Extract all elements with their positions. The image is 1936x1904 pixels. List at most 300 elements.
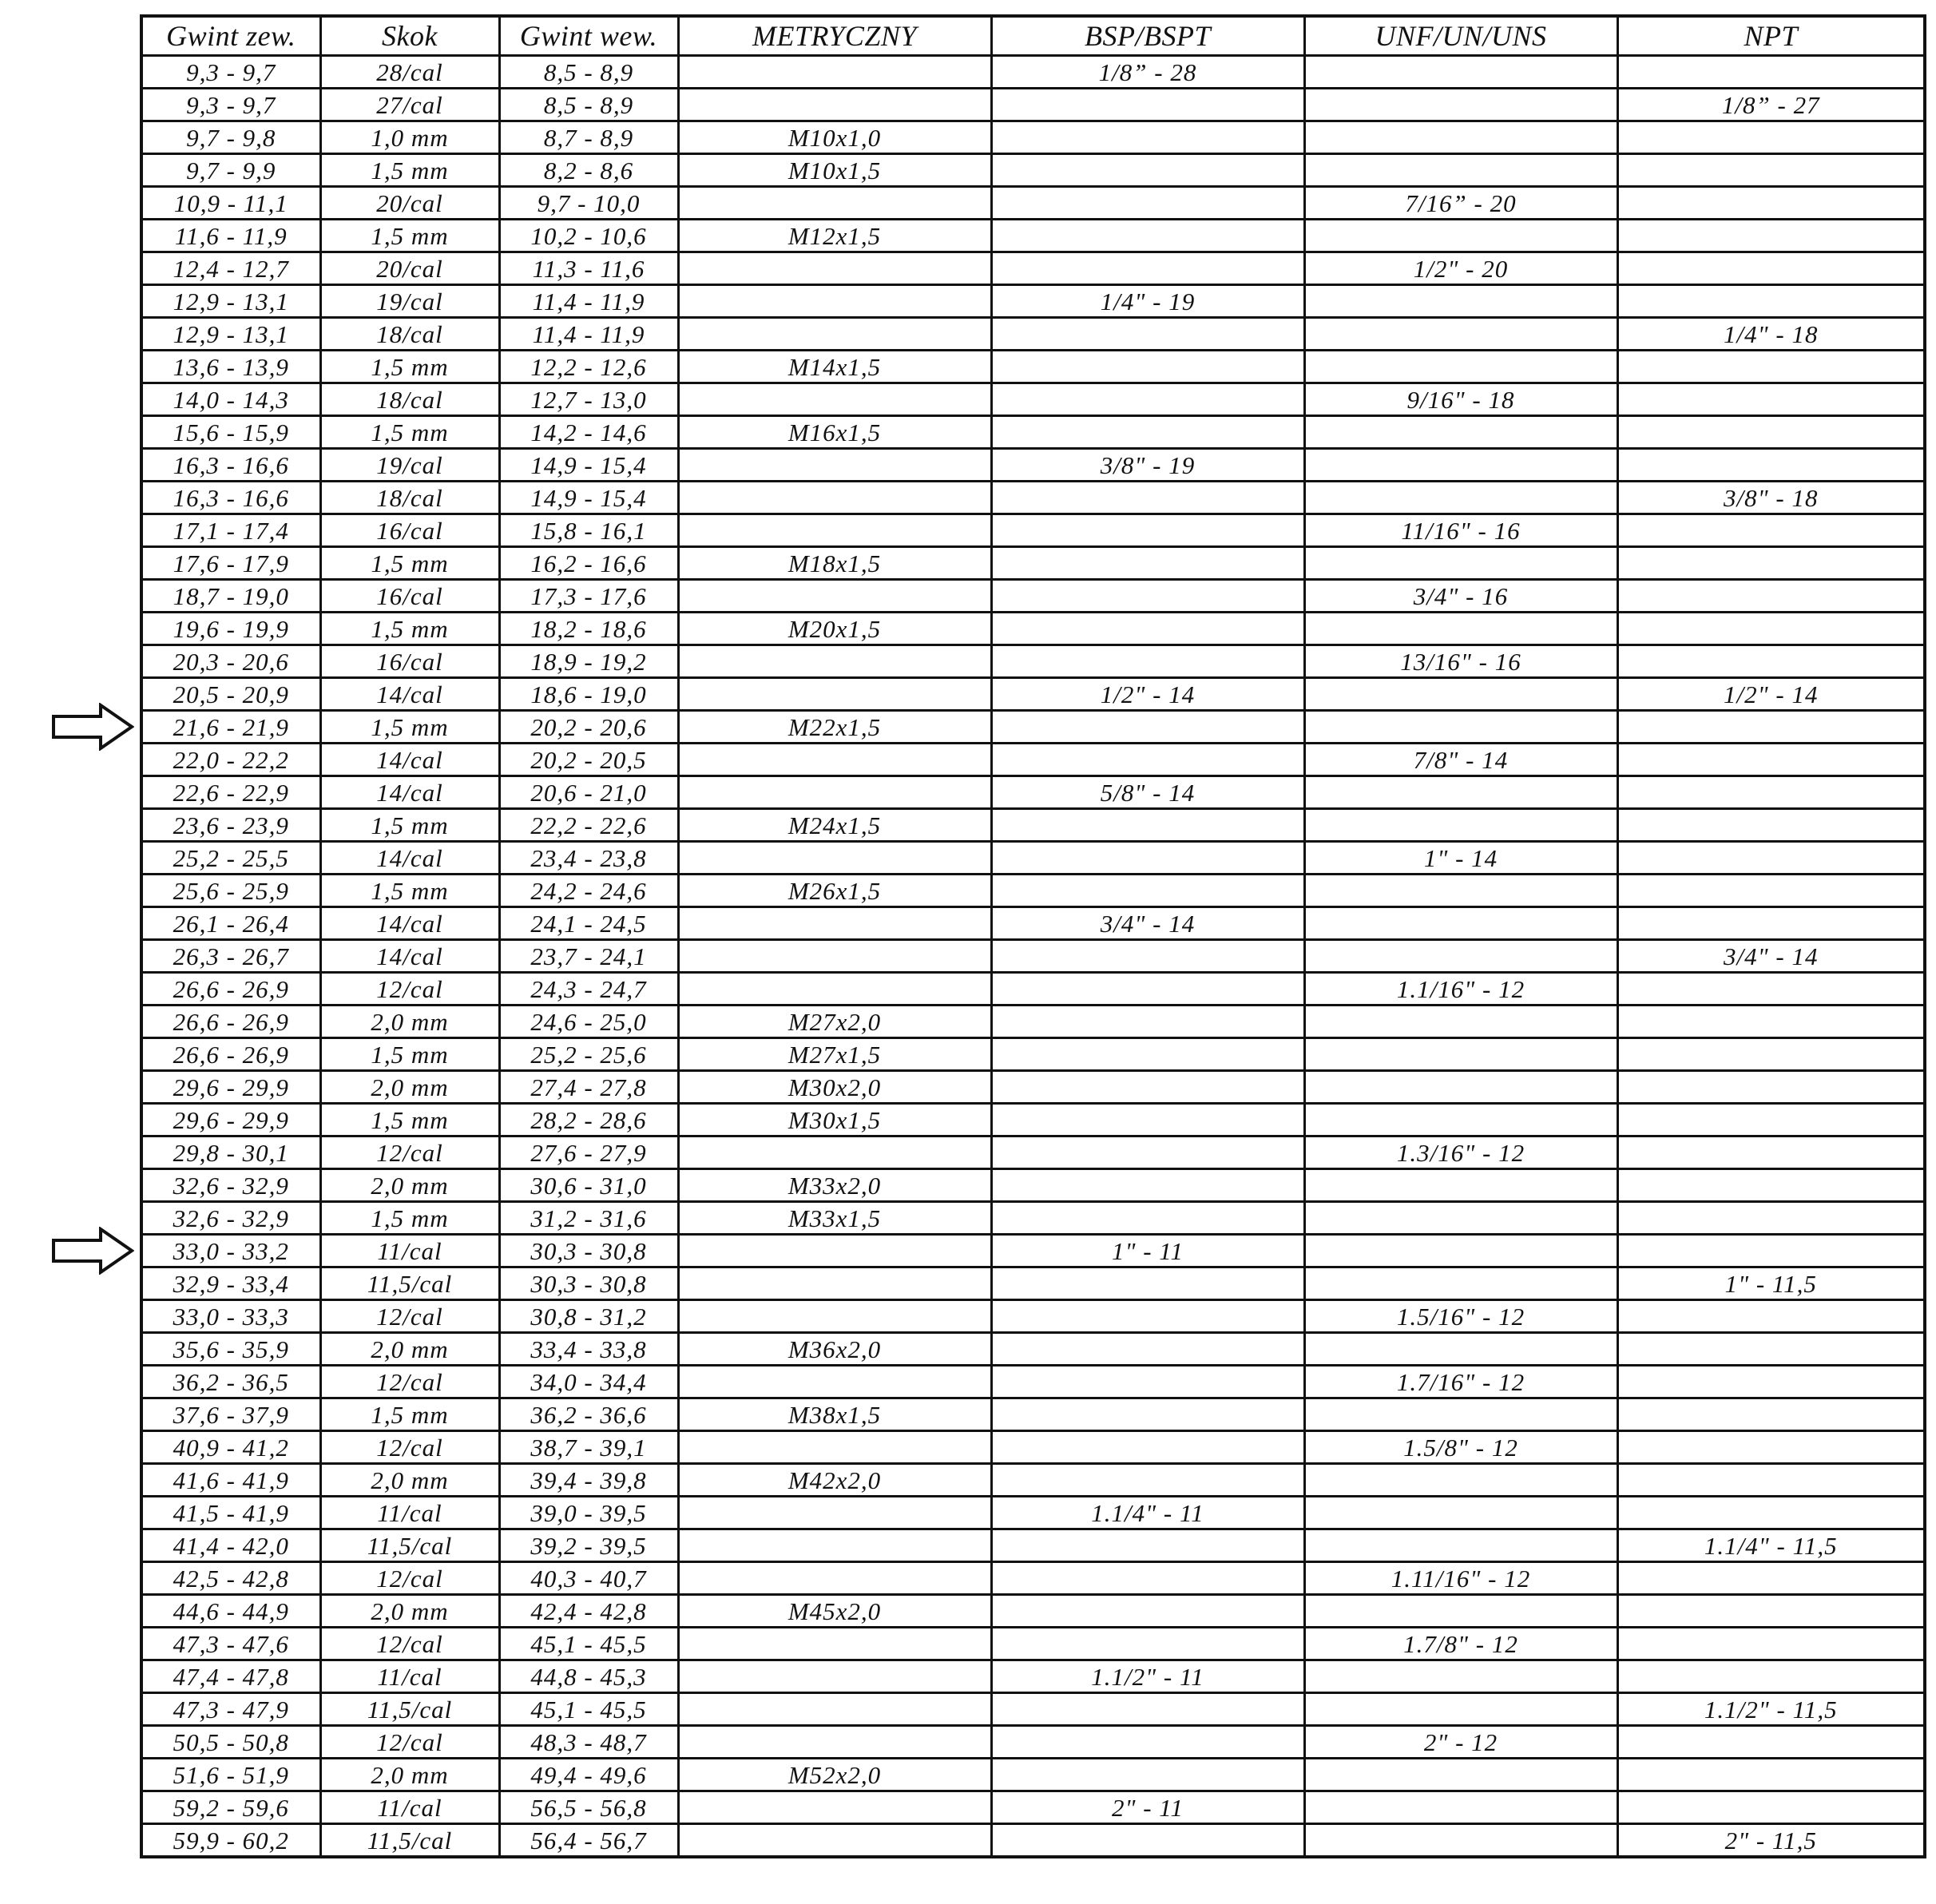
cell-internal-thread: 24,2 - 24,6 xyxy=(499,875,678,907)
cell-pitch: 11,5/cal xyxy=(320,1693,499,1726)
cell-bsp-bspt: 1.1/4" - 11 xyxy=(991,1497,1304,1529)
cell-unf-un-uns xyxy=(1304,89,1617,121)
table-row xyxy=(141,1398,1925,1431)
cell-npt xyxy=(1617,1235,1925,1267)
cell-unf-un-uns xyxy=(1304,875,1617,907)
table-row xyxy=(141,1169,1925,1202)
cell-pitch: 16/cal xyxy=(320,645,499,678)
cell-internal-thread: 11,3 - 11,6 xyxy=(499,252,678,285)
table-row xyxy=(141,252,1925,285)
cell-external-thread: 51,6 - 51,9 xyxy=(141,1759,320,1791)
cell-pitch: 18/cal xyxy=(320,482,499,514)
cell-bsp-bspt xyxy=(991,973,1304,1006)
cell-unf-un-uns: 13/16" - 16 xyxy=(1304,645,1617,678)
cell-npt xyxy=(1617,547,1925,580)
cell-metric: M33x2,0 xyxy=(678,1169,991,1202)
cell-external-thread: 10,9 - 11,1 xyxy=(141,187,320,220)
cell-metric xyxy=(678,1431,991,1464)
cell-npt xyxy=(1617,875,1925,907)
cell-npt xyxy=(1617,645,1925,678)
cell-internal-thread: 15,8 - 16,1 xyxy=(499,514,678,547)
cell-external-thread: 17,1 - 17,4 xyxy=(141,514,320,547)
cell-external-thread: 9,7 - 9,9 xyxy=(141,154,320,187)
cell-pitch: 19/cal xyxy=(320,285,499,318)
cell-npt: 1/8” - 27 xyxy=(1617,89,1925,121)
cell-external-thread: 18,7 - 19,0 xyxy=(141,580,320,613)
table-row xyxy=(141,973,1925,1006)
cell-bsp-bspt xyxy=(991,1759,1304,1791)
cell-pitch: 1,5 mm xyxy=(320,154,499,187)
cell-bsp-bspt xyxy=(991,252,1304,285)
cell-internal-thread: 14,9 - 15,4 xyxy=(499,482,678,514)
cell-npt xyxy=(1617,1398,1925,1431)
cell-metric: M10x1,0 xyxy=(678,121,991,154)
table-row xyxy=(141,1628,1925,1660)
cell-bsp-bspt xyxy=(991,1202,1304,1235)
table-row xyxy=(141,809,1925,842)
cell-pitch: 12/cal xyxy=(320,1300,499,1333)
cell-internal-thread: 24,6 - 25,0 xyxy=(499,1006,678,1038)
cell-external-thread: 16,3 - 16,6 xyxy=(141,449,320,482)
cell-pitch: 1,5 mm xyxy=(320,1038,499,1071)
cell-external-thread: 33,0 - 33,2 xyxy=(141,1235,320,1267)
cell-unf-un-uns xyxy=(1304,1759,1617,1791)
cell-external-thread: 29,6 - 29,9 xyxy=(141,1071,320,1104)
table-row xyxy=(141,1366,1925,1398)
cell-internal-thread: 16,2 - 16,6 xyxy=(499,547,678,580)
cell-external-thread: 12,9 - 13,1 xyxy=(141,318,320,351)
cell-internal-thread: 42,4 - 42,8 xyxy=(499,1595,678,1628)
cell-internal-thread: 11,4 - 11,9 xyxy=(499,318,678,351)
cell-unf-un-uns xyxy=(1304,1267,1617,1300)
cell-unf-un-uns: 7/16” - 20 xyxy=(1304,187,1617,220)
column-header-metric: METRYCZNY xyxy=(678,16,991,56)
cell-pitch: 20/cal xyxy=(320,187,499,220)
cell-metric xyxy=(678,252,991,285)
cell-pitch: 20/cal xyxy=(320,252,499,285)
table-row xyxy=(141,1235,1925,1267)
cell-unf-un-uns xyxy=(1304,1006,1617,1038)
cell-internal-thread: 8,5 - 8,9 xyxy=(499,89,678,121)
cell-npt: 3/4" - 14 xyxy=(1617,940,1925,973)
cell-unf-un-uns xyxy=(1304,1660,1617,1693)
cell-npt xyxy=(1617,1660,1925,1693)
cell-bsp-bspt xyxy=(991,1104,1304,1136)
cell-npt xyxy=(1617,1464,1925,1497)
cell-metric xyxy=(678,1300,991,1333)
cell-unf-un-uns: 1.5/16" - 12 xyxy=(1304,1300,1617,1333)
cell-npt xyxy=(1617,1202,1925,1235)
cell-npt xyxy=(1617,842,1925,875)
table-row xyxy=(141,318,1925,351)
table-row xyxy=(141,1006,1925,1038)
cell-metric xyxy=(678,1726,991,1759)
cell-external-thread: 47,3 - 47,9 xyxy=(141,1693,320,1726)
cell-external-thread: 29,8 - 30,1 xyxy=(141,1136,320,1169)
cell-npt: 2" - 11,5 xyxy=(1617,1824,1925,1858)
table-row xyxy=(141,514,1925,547)
cell-unf-un-uns xyxy=(1304,1595,1617,1628)
cell-internal-thread: 30,6 - 31,0 xyxy=(499,1169,678,1202)
cell-npt xyxy=(1617,187,1925,220)
cell-external-thread: 15,6 - 15,9 xyxy=(141,416,320,449)
table-row xyxy=(141,1071,1925,1104)
cell-metric: M36x2,0 xyxy=(678,1333,991,1366)
cell-external-thread: 44,6 - 44,9 xyxy=(141,1595,320,1628)
cell-pitch: 16/cal xyxy=(320,580,499,613)
cell-external-thread: 26,6 - 26,9 xyxy=(141,1006,320,1038)
cell-metric xyxy=(678,1824,991,1858)
cell-internal-thread: 8,7 - 8,9 xyxy=(499,121,678,154)
table-row xyxy=(141,547,1925,580)
cell-pitch: 1,5 mm xyxy=(320,875,499,907)
cell-internal-thread: 18,2 - 18,6 xyxy=(499,613,678,645)
cell-bsp-bspt xyxy=(991,351,1304,383)
cell-pitch: 2,0 mm xyxy=(320,1169,499,1202)
cell-external-thread: 25,6 - 25,9 xyxy=(141,875,320,907)
cell-metric xyxy=(678,383,991,416)
cell-metric xyxy=(678,1628,991,1660)
cell-bsp-bspt xyxy=(991,744,1304,776)
cell-internal-thread: 22,2 - 22,6 xyxy=(499,809,678,842)
cell-external-thread: 41,6 - 41,9 xyxy=(141,1464,320,1497)
cell-npt xyxy=(1617,514,1925,547)
cell-npt xyxy=(1617,1333,1925,1366)
cell-pitch: 12/cal xyxy=(320,1431,499,1464)
cell-bsp-bspt xyxy=(991,1071,1304,1104)
cell-internal-thread: 20,6 - 21,0 xyxy=(499,776,678,809)
table-row xyxy=(141,416,1925,449)
cell-npt xyxy=(1617,252,1925,285)
cell-internal-thread: 24,3 - 24,7 xyxy=(499,973,678,1006)
cell-external-thread: 47,4 - 47,8 xyxy=(141,1660,320,1693)
right-arrow-icon xyxy=(51,703,134,751)
cell-npt xyxy=(1617,1562,1925,1595)
cell-unf-un-uns xyxy=(1304,678,1617,711)
cell-internal-thread: 38,7 - 39,1 xyxy=(499,1431,678,1464)
cell-pitch: 11,5/cal xyxy=(320,1529,499,1562)
column-header-bsp-bspt: BSP/BSPT xyxy=(991,16,1304,56)
cell-internal-thread: 39,2 - 39,5 xyxy=(499,1529,678,1562)
cell-metric xyxy=(678,1267,991,1300)
cell-external-thread: 40,9 - 41,2 xyxy=(141,1431,320,1464)
cell-unf-un-uns xyxy=(1304,351,1617,383)
cell-unf-un-uns: 1.1/16" - 12 xyxy=(1304,973,1617,1006)
column-header-unf-un-uns: UNF/UN/UNS xyxy=(1304,16,1617,56)
cell-npt: 1.1/4" - 11,5 xyxy=(1617,1529,1925,1562)
cell-pitch: 14/cal xyxy=(320,907,499,940)
cell-bsp-bspt: 1.1/2" - 11 xyxy=(991,1660,1304,1693)
cell-internal-thread: 40,3 - 40,7 xyxy=(499,1562,678,1595)
cell-internal-thread: 56,4 - 56,7 xyxy=(499,1824,678,1858)
cell-pitch: 1,5 mm xyxy=(320,220,499,252)
cell-bsp-bspt xyxy=(991,187,1304,220)
table-row xyxy=(141,645,1925,678)
cell-pitch: 11/cal xyxy=(320,1235,499,1267)
cell-external-thread: 21,6 - 21,9 xyxy=(141,711,320,744)
cell-pitch: 1,5 mm xyxy=(320,809,499,842)
table-row xyxy=(141,220,1925,252)
cell-npt: 3/8" - 18 xyxy=(1617,482,1925,514)
cell-bsp-bspt xyxy=(991,1136,1304,1169)
cell-unf-un-uns: 1.7/16" - 12 xyxy=(1304,1366,1617,1398)
cell-unf-un-uns xyxy=(1304,416,1617,449)
cell-external-thread: 25,2 - 25,5 xyxy=(141,842,320,875)
cell-npt xyxy=(1617,285,1925,318)
cell-unf-un-uns: 1.11/16" - 12 xyxy=(1304,1562,1617,1595)
cell-npt xyxy=(1617,1366,1925,1398)
table-row xyxy=(141,678,1925,711)
table-row xyxy=(141,580,1925,613)
cell-npt xyxy=(1617,613,1925,645)
cell-npt xyxy=(1617,1431,1925,1464)
table-row xyxy=(141,1824,1925,1858)
cell-pitch: 2,0 mm xyxy=(320,1759,499,1791)
cell-bsp-bspt: 2" - 11 xyxy=(991,1791,1304,1824)
cell-external-thread: 13,6 - 13,9 xyxy=(141,351,320,383)
cell-internal-thread: 30,8 - 31,2 xyxy=(499,1300,678,1333)
cell-npt xyxy=(1617,1726,1925,1759)
cell-metric xyxy=(678,187,991,220)
cell-npt xyxy=(1617,220,1925,252)
cell-metric xyxy=(678,514,991,547)
cell-metric: M27x1,5 xyxy=(678,1038,991,1071)
cell-metric xyxy=(678,580,991,613)
cell-unf-un-uns xyxy=(1304,1235,1617,1267)
cell-external-thread: 33,0 - 33,3 xyxy=(141,1300,320,1333)
cell-bsp-bspt xyxy=(991,1267,1304,1300)
cell-internal-thread: 12,7 - 13,0 xyxy=(499,383,678,416)
cell-npt xyxy=(1617,711,1925,744)
cell-internal-thread: 28,2 - 28,6 xyxy=(499,1104,678,1136)
cell-internal-thread: 8,2 - 8,6 xyxy=(499,154,678,187)
cell-unf-un-uns: 2" - 12 xyxy=(1304,1726,1617,1759)
cell-pitch: 11/cal xyxy=(320,1497,499,1529)
cell-external-thread: 14,0 - 14,3 xyxy=(141,383,320,416)
cell-metric xyxy=(678,56,991,89)
cell-internal-thread: 45,1 - 45,5 xyxy=(499,1693,678,1726)
table-row xyxy=(141,1660,1925,1693)
cell-npt: 1" - 11,5 xyxy=(1617,1267,1925,1300)
cell-pitch: 12/cal xyxy=(320,1562,499,1595)
cell-internal-thread: 48,3 - 48,7 xyxy=(499,1726,678,1759)
table-row xyxy=(141,1104,1925,1136)
cell-unf-un-uns xyxy=(1304,547,1617,580)
cell-npt xyxy=(1617,121,1925,154)
cell-pitch: 1,5 mm xyxy=(320,351,499,383)
cell-external-thread: 36,2 - 36,5 xyxy=(141,1366,320,1398)
cell-external-thread: 32,6 - 32,9 xyxy=(141,1202,320,1235)
cell-internal-thread: 20,2 - 20,5 xyxy=(499,744,678,776)
cell-npt xyxy=(1617,1136,1925,1169)
cell-internal-thread: 31,2 - 31,6 xyxy=(499,1202,678,1235)
cell-unf-un-uns xyxy=(1304,1202,1617,1235)
cell-internal-thread: 36,2 - 36,6 xyxy=(499,1398,678,1431)
cell-metric xyxy=(678,1366,991,1398)
column-header-npt: NPT xyxy=(1617,16,1925,56)
cell-bsp-bspt xyxy=(991,940,1304,973)
table-row xyxy=(141,187,1925,220)
cell-metric: M16x1,5 xyxy=(678,416,991,449)
cell-metric: M30x2,0 xyxy=(678,1071,991,1104)
cell-metric xyxy=(678,285,991,318)
cell-pitch: 1,5 mm xyxy=(320,1398,499,1431)
cell-bsp-bspt xyxy=(991,1628,1304,1660)
cell-metric xyxy=(678,1562,991,1595)
cell-bsp-bspt xyxy=(991,318,1304,351)
cell-unf-un-uns xyxy=(1304,154,1617,187)
table-row xyxy=(141,383,1925,416)
cell-external-thread: 26,6 - 26,9 xyxy=(141,1038,320,1071)
cell-pitch: 11,5/cal xyxy=(320,1267,499,1300)
cell-pitch: 2,0 mm xyxy=(320,1333,499,1366)
cell-internal-thread: 14,2 - 14,6 xyxy=(499,416,678,449)
cell-internal-thread: 20,2 - 20,6 xyxy=(499,711,678,744)
table-row xyxy=(141,1529,1925,1562)
cell-unf-un-uns xyxy=(1304,1693,1617,1726)
cell-metric xyxy=(678,1791,991,1824)
cell-npt xyxy=(1617,1759,1925,1791)
cell-bsp-bspt xyxy=(991,1595,1304,1628)
right-arrow-icon xyxy=(51,1227,134,1275)
table-row xyxy=(141,1726,1925,1759)
cell-internal-thread: 44,8 - 45,3 xyxy=(499,1660,678,1693)
cell-internal-thread: 27,4 - 27,8 xyxy=(499,1071,678,1104)
cell-metric xyxy=(678,1660,991,1693)
cell-metric: M42x2,0 xyxy=(678,1464,991,1497)
cell-unf-un-uns xyxy=(1304,613,1617,645)
cell-external-thread: 42,5 - 42,8 xyxy=(141,1562,320,1595)
table-row xyxy=(141,1497,1925,1529)
cell-unf-un-uns: 11/16" - 16 xyxy=(1304,514,1617,547)
cell-bsp-bspt xyxy=(991,416,1304,449)
cell-npt xyxy=(1617,809,1925,842)
table-row xyxy=(141,1464,1925,1497)
cell-pitch: 1,5 mm xyxy=(320,547,499,580)
cell-external-thread: 9,3 - 9,7 xyxy=(141,89,320,121)
cell-pitch: 1,5 mm xyxy=(320,416,499,449)
cell-unf-un-uns xyxy=(1304,1529,1617,1562)
cell-metric xyxy=(678,678,991,711)
cell-metric: M27x2,0 xyxy=(678,1006,991,1038)
cell-bsp-bspt xyxy=(991,1726,1304,1759)
cell-internal-thread: 39,4 - 39,8 xyxy=(499,1464,678,1497)
table-row xyxy=(141,285,1925,318)
cell-unf-un-uns xyxy=(1304,1464,1617,1497)
cell-pitch: 1,0 mm xyxy=(320,121,499,154)
cell-pitch: 12/cal xyxy=(320,1366,499,1398)
table-row xyxy=(141,1136,1925,1169)
cell-external-thread: 59,9 - 60,2 xyxy=(141,1824,320,1858)
table-row xyxy=(141,940,1925,973)
cell-bsp-bspt xyxy=(991,1464,1304,1497)
table-body xyxy=(141,56,1925,1858)
table-row xyxy=(141,776,1925,809)
table-row xyxy=(141,1791,1925,1824)
cell-pitch: 1,5 mm xyxy=(320,613,499,645)
cell-pitch: 14/cal xyxy=(320,744,499,776)
cell-npt xyxy=(1617,56,1925,89)
cell-internal-thread: 23,4 - 23,8 xyxy=(499,842,678,875)
cell-bsp-bspt xyxy=(991,1693,1304,1726)
cell-external-thread: 41,5 - 41,9 xyxy=(141,1497,320,1529)
cell-bsp-bspt: 3/8" - 19 xyxy=(991,449,1304,482)
cell-metric: M33x1,5 xyxy=(678,1202,991,1235)
cell-npt xyxy=(1617,973,1925,1006)
cell-external-thread: 59,2 - 59,6 xyxy=(141,1791,320,1824)
cell-external-thread: 37,6 - 37,9 xyxy=(141,1398,320,1431)
cell-internal-thread: 11,4 - 11,9 xyxy=(499,285,678,318)
table-row xyxy=(141,1562,1925,1595)
table-row xyxy=(141,351,1925,383)
cell-internal-thread: 56,5 - 56,8 xyxy=(499,1791,678,1824)
cell-internal-thread: 33,4 - 33,8 xyxy=(499,1333,678,1366)
cell-metric xyxy=(678,940,991,973)
cell-unf-un-uns xyxy=(1304,907,1617,940)
cell-pitch: 11/cal xyxy=(320,1791,499,1824)
cell-external-thread: 41,4 - 42,0 xyxy=(141,1529,320,1562)
cell-internal-thread: 39,0 - 39,5 xyxy=(499,1497,678,1529)
cell-bsp-bspt xyxy=(991,1366,1304,1398)
cell-unf-un-uns xyxy=(1304,1104,1617,1136)
cell-bsp-bspt: 1/2" - 14 xyxy=(991,678,1304,711)
cell-npt xyxy=(1617,1006,1925,1038)
cell-external-thread: 16,3 - 16,6 xyxy=(141,482,320,514)
cell-metric xyxy=(678,1693,991,1726)
cell-internal-thread: 34,0 - 34,4 xyxy=(499,1366,678,1398)
cell-internal-thread: 8,5 - 8,9 xyxy=(499,56,678,89)
cell-bsp-bspt: 1/8” - 28 xyxy=(991,56,1304,89)
cell-metric xyxy=(678,1497,991,1529)
arrow-shape xyxy=(54,1229,132,1272)
column-header-external-thread: Gwint zew. xyxy=(141,16,320,56)
cell-external-thread: 50,5 - 50,8 xyxy=(141,1726,320,1759)
cell-npt xyxy=(1617,383,1925,416)
cell-unf-un-uns xyxy=(1304,1791,1617,1824)
cell-bsp-bspt xyxy=(991,645,1304,678)
cell-unf-un-uns xyxy=(1304,1824,1617,1858)
cell-pitch: 18/cal xyxy=(320,318,499,351)
cell-external-thread: 32,6 - 32,9 xyxy=(141,1169,320,1202)
table-row xyxy=(141,907,1925,940)
cell-unf-un-uns xyxy=(1304,809,1617,842)
cell-metric: M24x1,5 xyxy=(678,809,991,842)
cell-external-thread: 22,0 - 22,2 xyxy=(141,744,320,776)
cell-metric xyxy=(678,318,991,351)
cell-metric: M18x1,5 xyxy=(678,547,991,580)
table-row xyxy=(141,56,1925,89)
cell-metric xyxy=(678,973,991,1006)
cell-unf-un-uns: 3/4" - 16 xyxy=(1304,580,1617,613)
cell-external-thread: 9,3 - 9,7 xyxy=(141,56,320,89)
cell-pitch: 14/cal xyxy=(320,842,499,875)
table-row xyxy=(141,1431,1925,1464)
cell-bsp-bspt xyxy=(991,1824,1304,1858)
cell-bsp-bspt: 5/8" - 14 xyxy=(991,776,1304,809)
cell-bsp-bspt xyxy=(991,514,1304,547)
cell-bsp-bspt xyxy=(991,580,1304,613)
cell-metric xyxy=(678,842,991,875)
cell-pitch: 19/cal xyxy=(320,449,499,482)
cell-bsp-bspt xyxy=(991,1333,1304,1366)
cell-pitch: 1,5 mm xyxy=(320,1104,499,1136)
cell-metric xyxy=(678,482,991,514)
cell-external-thread: 12,4 - 12,7 xyxy=(141,252,320,285)
cell-unf-un-uns: 1/2" - 20 xyxy=(1304,252,1617,285)
cell-unf-un-uns xyxy=(1304,1497,1617,1529)
cell-npt xyxy=(1617,1300,1925,1333)
cell-metric xyxy=(678,89,991,121)
